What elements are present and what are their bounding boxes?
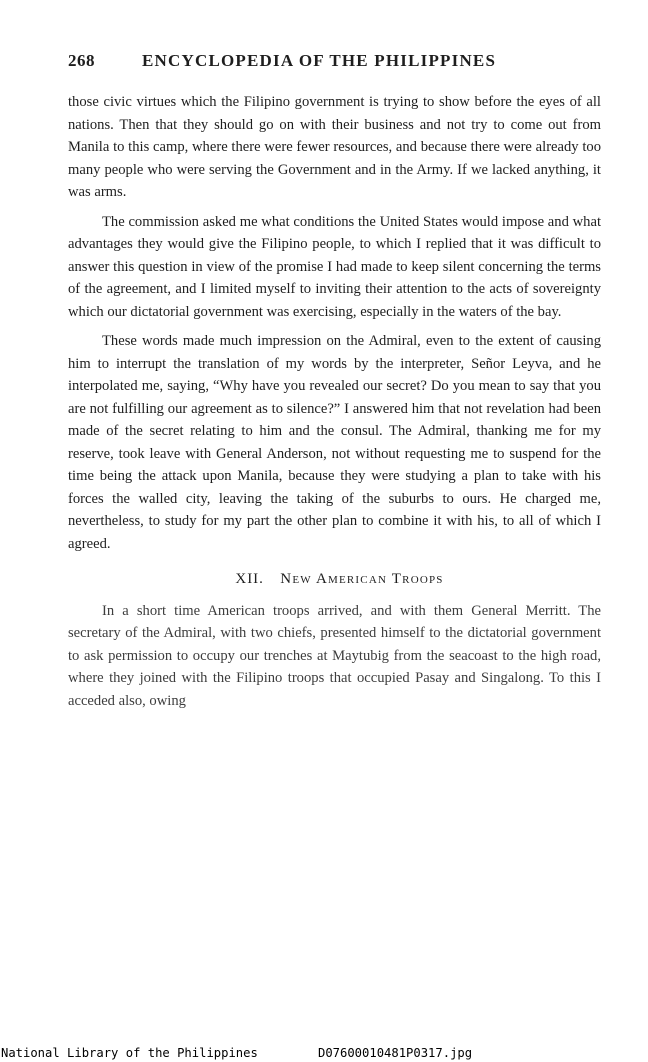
body-text	[68, 91, 601, 719]
paragraph-new-troops: In a short time American troops arrived, and with them General Merritt. The secretary of the Admiral, with two chiefs, presented himself to the dictatorial government to ask permission to occupy our trenches at Maytubig from the seacoast to the high road, where they joined with the Filipino troops that occupied Pasay and Singalong. To this I acceded also, owing	[68, 602, 601, 709]
page-header	[68, 51, 608, 81]
paragraph-commission: The commission asked me what conditions the United States would impose and what advantages they would give the Filipino people, to which I replied that it was difficult to answer this question in view of the promise I had made to keep silent concerning the terms of the agreement, and I limited myself to inviting their attention to the acts of sovereignty which our dictatorial government was exercising, especially in the waters of the bay.	[68, 213, 601, 320]
footer-filename: D07600010481P0317.jpg	[318, 1046, 473, 1060]
paragraph-admiral: These words made much impression on the Admiral, even to the extent of causing him to interrupt the translation of my words by the interpreter, Señor Leyva, and he interpolated me, saying, “Why have you revealed our secret? Do you mean to say that you are not fulfilling our agreement as to silence?” I answered him that not revelation had been made of the secret relating to him and the consul. The Admiral, thanking me for my reserve, took leave with General Anderson, not without requesting me to suspend for the time being the attack upon Manila, because they were studying a plan to take with his forces the walled city, leaving the taking of the suburbs to ours. He charged me, nevertheless, to study for my part the other plan to combine it with his, to all of which I agreed.	[68, 333, 601, 552]
page-number: 268	[68, 51, 95, 70]
paragraph-continuation: those civic virtues which the Filipino government is trying to show before the eyes of all nations. Then that they should go on with their business and not try to come out from Manila to this camp, where there were fewer resources, and because there were already too many people who were serving the Government and in the Army. If we lacked anything, it was arms.	[68, 94, 601, 200]
footer-library-name: National Library of the Philippines	[1, 1046, 258, 1060]
running-title: ENCYCLOPEDIA OF THE PHILIPPINES	[142, 51, 497, 70]
scan-footer	[0, 1044, 648, 1062]
section-heading	[68, 568, 601, 591]
section-numeral: XII.	[235, 571, 264, 587]
section-title: New American Troops	[280, 571, 444, 587]
